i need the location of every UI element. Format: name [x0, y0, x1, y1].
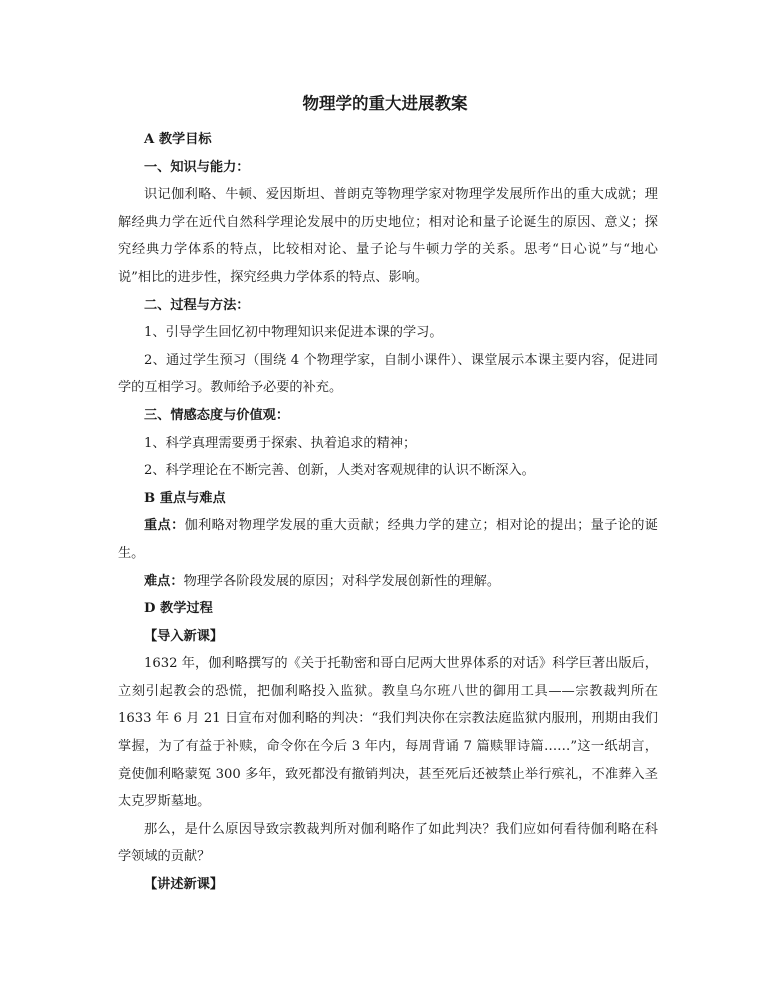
attitude-values-item-2: 2、科学理论在不断完善、创新，人类对客观规律的认识不断深入。 [144, 463, 535, 479]
knowledge-ability-text: 识记伽利略、牛顿、爱因斯坦、普朗克等物理学家对物理学发展所作出的重大成就；理解经典力学在近代自然科学理论发展中的历史地位；相对论和量子论诞生的原因、意义；探究经典力学体系的特点，比较相对论、量子论与牛顿力学的关系。思考“日心说”与“地心说”相比的进步性，探究经典力学体系的特点、影响。 [118, 187, 658, 285]
difficulties-text: 物理学各阶段发展的原因；对科学发展创新性的理解。 [183, 573, 501, 589]
process-method-heading: 二、过程与方法： [144, 297, 250, 313]
section-b-heading: B 重点与难点 [144, 490, 226, 506]
intro-paragraph-1: 1632 年，伽利略撰写的《关于托勒密和哥白尼两大世界体系的对话》科学巨著出版后，立刻引起教会的恐慌，把伽利略投入监狱。教皇乌尔班八世的御用工具——宗教裁判所在 1633 年 6 月 21 日宣布对伽利略的判决：“我们判决你在宗教法庭监狱内服刑，刑期由我们掌握，为了有益于补赎，命令你在今后 3 年内，每周背诵 7 篇赎罪诗篇……”这一纸胡言，竟使伽利略蒙冤 300 多年，致死都没有撤销判决，甚至死后还被禁止举行殡礼，不准葬入圣太克罗斯墓地。 [118, 656, 658, 810]
intro-heading: 【导入新课】 [144, 628, 224, 644]
process-method-item-2: 2、通过学生预习（围绕 4 个物理学家，自制小课件）、课堂展示本课主要内容，促进同学的互相学习。教师给予必要的补充。 [118, 352, 658, 396]
key-points-paragraph [118, 512, 658, 567]
intro-paragraph-2: 那么，是什么原因导致宗教裁判所对伽利略作了如此判决？我们应如何看待伽利略在科学领域的贡献？ [118, 821, 658, 865]
attitude-values-heading: 三、情感态度与价值观： [144, 407, 290, 423]
attitude-values-item-1: 1、科学真理需要勇于探索、执着追求的精神； [144, 435, 417, 451]
knowledge-ability-heading: 一、知识与能力： [144, 159, 250, 175]
difficulties-paragraph [118, 568, 658, 596]
difficulties-label: 难点： [144, 573, 184, 589]
document-title: 物理学的重大进展教案 [302, 94, 468, 113]
key-points-label: 重点： [144, 518, 185, 534]
lecture-heading: 【讲述新课】 [144, 877, 224, 893]
process-method-item-1: 1、引导学生回忆初中物理知识来促进本课的学习。 [144, 325, 443, 341]
section-d-heading: D 教学过程 [144, 601, 213, 617]
key-points-text: 伽利略对物理学发展的重大贡献；经典力学的建立；相对论的提出；量子论的诞生。 [118, 518, 658, 561]
document-body [118, 126, 658, 899]
section-a-heading: A 教学目标 [144, 132, 212, 147]
